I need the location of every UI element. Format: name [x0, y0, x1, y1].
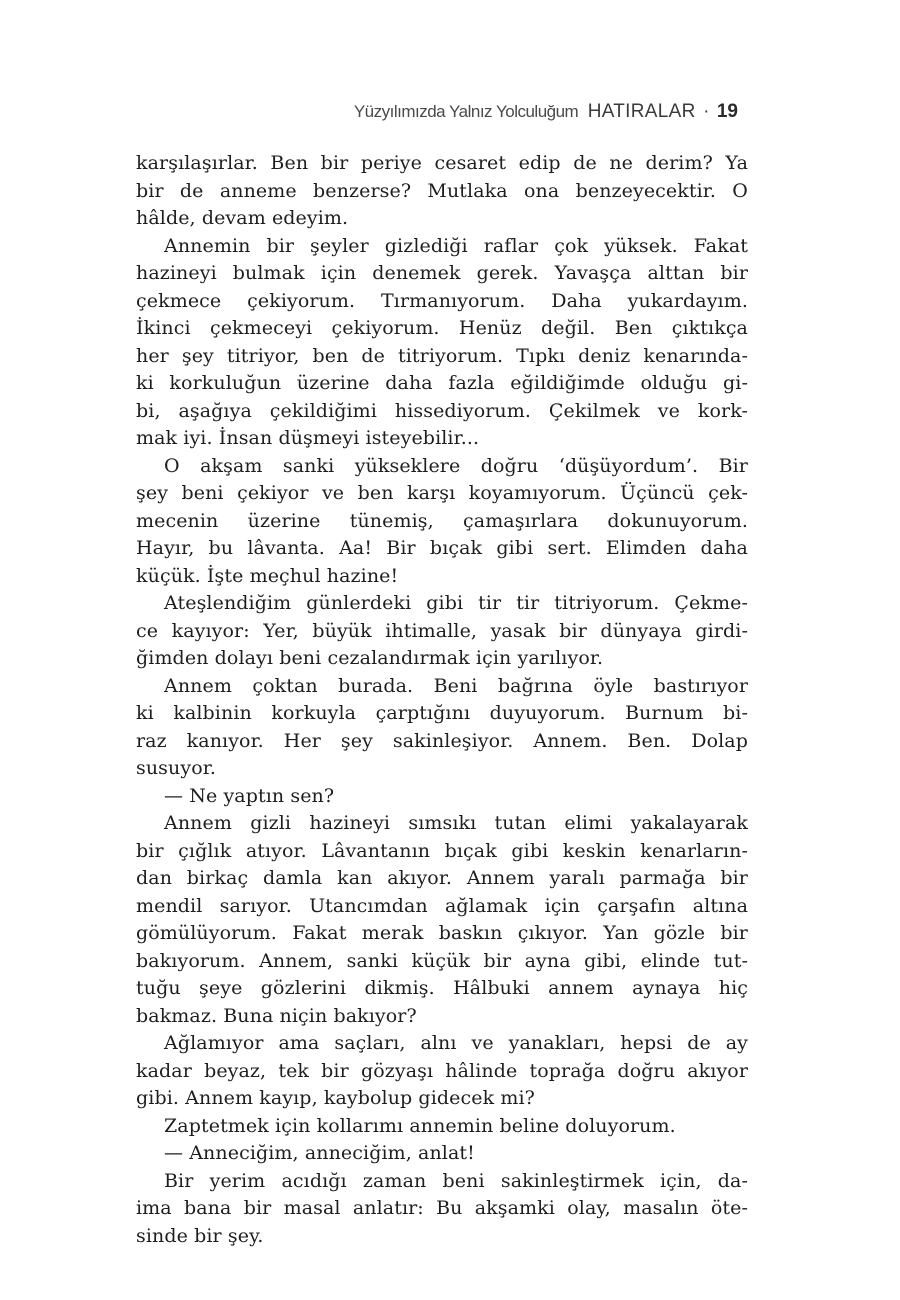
text-line: Annem çoktan burada. Beni bağrına öyle bastırıyor — [164, 674, 748, 697]
text-line: bakmaz. Buna niçin bakıyor? — [136, 1004, 417, 1027]
text-line: hâlde, devam edeyim. — [136, 207, 349, 229]
text-line: tuğu şeye gözlerini dikmiş. Hâlbuki annem aynaya hiç — [136, 977, 748, 999]
header-subtitle: Yüzyılımızda Yalnız Yolculuğum — [353, 102, 579, 121]
header-separator: · — [703, 101, 710, 122]
text-line: karşılaşırlar. Ben bir periye cesaret edip de ne derim? Ya — [136, 152, 748, 174]
page-number: 19 — [716, 101, 738, 122]
text-line: hazineyi bulmak için denemek gerek. Yavaşça alttan bir — [136, 262, 748, 284]
text-line: dan birkaç damla kan akıyor. Annem yaralı parmağa bir — [136, 867, 748, 889]
text-line: İkinci çekmeceyi çekiyorum. Henüz değil. Ben çıktıkça — [136, 317, 748, 339]
text-line: ce kayıyor: Yer, büyük ihtimalle, yasak bir dünyaya girdi- — [136, 619, 748, 642]
text-line: her şey titriyor, ben de titriyorum. Tıpkı deniz kenarında- — [136, 344, 748, 367]
text-line: susuyor. — [136, 757, 216, 779]
text-line: mecenin üzerine tünemiş, çamaşırlara dokunuyorum. — [136, 509, 748, 532]
text-line: Ağlamıyor ama saçları, alnı ve yanakları, hepsi de ay — [164, 1032, 748, 1054]
text-line: raz kanıyor. Her şey sakinleşiyor. Annem. Ben. Dolap — [136, 729, 748, 752]
text-line: küçük. İşte meçhul hazine! — [136, 564, 399, 587]
text-line: gömülüyorum. Fakat merak baskın çıkıyor. Yan gözle bir — [136, 922, 748, 944]
text-line: Hayır, bu lâvanta. Aa! Bir bıçak gibi sert. Elimden daha — [136, 537, 748, 559]
text-line: — Anneciğim, anneciğim, anlat! — [164, 1142, 475, 1164]
text-line: bi, aşağıya çekildiğimi hissediyorum. Çekilmek ve kork- — [136, 399, 748, 422]
text-line: mak iyi. İnsan düşmeyi isteyebilir... — [136, 427, 480, 449]
header-title: HATIRALAR — [587, 101, 696, 122]
text-line: ğimden dolayı beni cezalandırmak için yarılıyor. — [136, 647, 604, 669]
text-line: — Ne yaptın sen? — [164, 784, 335, 807]
text-line: çekmece çekiyorum. Tırmanıyorum. Daha yukardayım. — [136, 289, 748, 312]
text-line: şey beni çekiyor ve ben karşı koyamıyorum. Üçüncü çek- — [136, 482, 748, 504]
text-line: bir de anneme benzerse? Mutlaka ona benzeyecektir. O — [136, 179, 748, 202]
text-line: O akşam sanki yükseklere doğru ‘düşüyordum’. Bir — [164, 454, 748, 477]
text-line: Bir yerim acıdığı zaman beni sakinleştirmek için, da- — [164, 1169, 748, 1192]
text-line: Annem gizli hazineyi sımsıkı tutan elimi yakalayarak — [164, 812, 748, 834]
text-line: Annemin bir şeyler gizlediği raflar çok yüksek. Fakat — [164, 234, 748, 257]
text-line: Ateşlendiğim günlerdeki gibi tir tir titriyorum. Çekme- — [164, 592, 748, 614]
text-line: gibi. Annem kayıp, kaybolup gidecek mi? — [136, 1087, 535, 1109]
body-text — [136, 150, 748, 1250]
text-line: mendil sarıyor. Utancımdan ağlamak için çarşafın altına — [136, 894, 748, 917]
text-line: Zaptetmek için kollarımı annemin beline doluyorum. — [164, 1114, 676, 1137]
text-line: ima bana bir masal anlatır: Bu akşamki olay, masalın öte- — [136, 1197, 748, 1219]
text-line: kadar beyaz, tek bir gözyaşı hâlinde toprağa doğru akıyor — [136, 1059, 748, 1082]
running-header — [354, 101, 738, 124]
text-line: ki kalbinin korkuyla çarptığını duyuyorum. Burnum bi- — [136, 702, 748, 724]
text-line: bir çığlık atıyor. Lâvantanın bıçak gibi keskin kenarların- — [136, 839, 748, 862]
text-line: bakıyorum. Annem, sanki küçük bir ayna gibi, elinde tut- — [136, 949, 748, 972]
text-line: sinde bir şey. — [136, 1224, 264, 1247]
text-line: ki korkuluğun üzerine daha fazla eğildiğimde olduğu gi- — [136, 372, 748, 394]
